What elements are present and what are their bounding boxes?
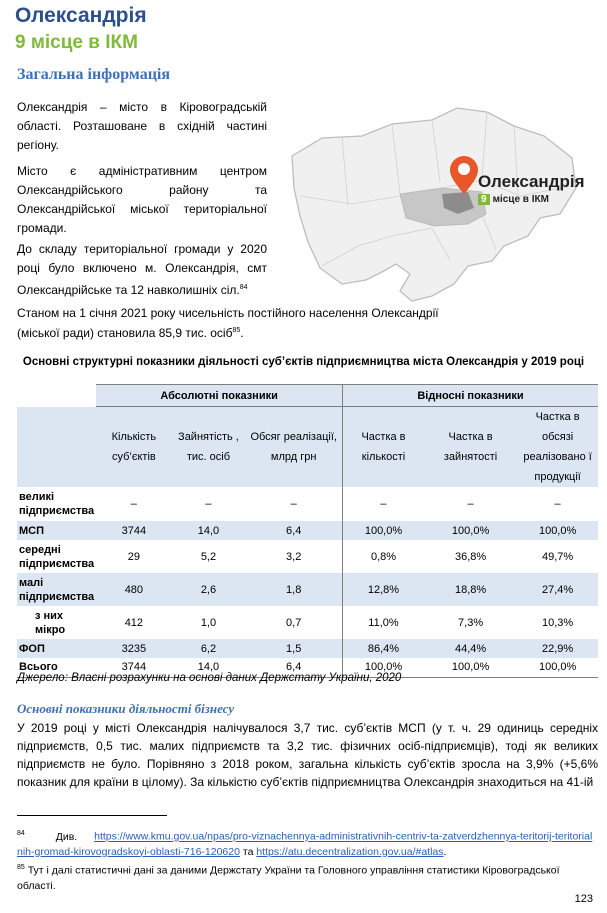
table-cell: 14,0 [172,521,246,540]
table-column-header-row [17,407,598,488]
table-cell: 0,8% [343,540,424,573]
row-label: Всього [17,658,96,677]
statistics-table [17,384,598,678]
table-row [17,540,598,573]
table-cell: – [205,498,212,510]
table-source: Джерело: Власні розрахунки на основі даних Держстату України, 2020 [17,672,402,684]
ukraine-map [282,96,585,318]
footnote-number: 85 [17,864,25,871]
table-cell: 27,4% [517,573,598,606]
table-cell: 3235 [96,639,171,658]
table-row [17,521,598,540]
table-cell: 12,8% [343,573,424,606]
footnote-ref-84[interactable]: 84 [239,284,248,291]
footnote-end: . [443,845,447,858]
table-cell: 480 [96,573,171,606]
table-row [17,639,598,658]
table-title: Основні структурні показники діяльності суб’єктів підприємництва міста Олександрія у 2019 році [22,356,585,368]
map-rank-label [478,194,549,205]
table-cell: 1,5 [245,639,342,658]
table-cell: 29 [127,550,140,563]
row-label: великі підприємства [19,491,95,517]
footnote-85 [17,860,598,894]
page-number: 123 [574,893,593,905]
table-cell: 6,2 [172,639,246,658]
table-cell: 10,3% [542,616,574,629]
column-header-share-sales: Частка в обсязі реалізовано ї продукції [517,407,598,488]
table-cell: 6,4 [245,658,342,677]
section-heading-business: Основні показники діяльності бізнесу [17,701,235,716]
footnote-divider [17,815,167,816]
corner-cell [17,385,96,407]
table-cell: 1,8 [245,573,342,606]
column-header-share-count: Частка в кількості [343,407,424,488]
table-cell: 100,0% [424,521,517,540]
footnote-text: Тут і далі статистичні дані за даними Держстату України та Головного управління статистики Кіровоградської області. [17,864,560,892]
row-label: малі підприємства [17,573,96,606]
table-cell: 3,2 [286,550,302,563]
rank-subtitle: 9 місце в ІКМ [15,32,138,53]
column-header-label [17,407,96,488]
intro-paragraph-population: Станом на 1 січня 2021 року чисельність постійного населення Олександрії (міської ради) становила 85,9 тис. осіб$^{85}$. [17,306,439,340]
table-cell: – [130,498,137,510]
table-cell: 100,0% [424,658,517,677]
column-header-share-employment: Частка в зайнятості [424,407,517,488]
table-row [17,606,598,639]
column-header-employment: Зайнятість , тис. осіб [172,407,246,488]
table-cell: 5,2 [200,550,217,563]
table-cell: 6,4 [245,521,342,540]
row-label: ФОП [17,639,96,658]
table-cell: 2,6 [172,573,246,606]
table-cell: 100,0% [517,521,598,540]
footnote-prefix: Див. [55,830,78,843]
table-cell: 18,8% [424,573,517,606]
table-cell: – [554,498,561,510]
map-svg [282,96,582,318]
footnote-84 [17,826,598,860]
table-cell: 11,0% [343,606,424,639]
column-header-count: Кількість суб’єктів [96,407,171,488]
table-cell: 0,7 [286,616,302,629]
footnote-number: 84 [17,830,25,837]
table-cell: – [467,498,474,510]
map-rank-text: місце в ІКМ [492,194,549,205]
business-paragraph: У 2019 році у місті Олександрія налічувалося 3,7 тис. суб’єктів МСП (у т. ч. 29 одиниць середніх підприємств, 0,5 тис. малих підприємств та 3,2 тис. фізичних осіб-підприємців), тоді як великих підприємств не було. Порівняно з 2018 роком, загальна кількість суб’єктів зросла на 3,9% (+5,6% показник для країни в цілому). За кількістю суб’єктів підприємництва Олександрія знаходиться на 41-ій [17,721,598,789]
footnote-link-atu[interactable]: https://atu.decentralization.gov.ua/#atlas [256,845,444,858]
intro-paragraph-location: Олександрія – місто в Кіровоградській області. Розташоване в східній частині регіону. [17,100,267,152]
table-cell: 7,3% [458,616,484,629]
table-row [17,487,598,521]
intro-paragraph-community: До складу територіальної громади у 2020 році було включено м. Олександрія, смт Олександрійське та 12 навколишніх сіл.$^{84}$ [17,242,267,297]
table-cell: 44,4% [424,639,517,658]
table-cell: 412 [124,616,144,629]
table-cell: 100,0% [517,658,598,677]
table-cell: – [343,487,424,521]
footnote-conjunction: та [242,845,254,858]
section-heading-general: Загальна інформація [17,66,171,83]
table-cell: 86,4% [343,639,424,658]
group-absolute-header: Абсолютні показники [96,385,342,407]
table-cell: 100,0% [343,521,424,540]
table-cell: 1,0 [200,616,217,629]
table-cell: – [290,498,297,510]
footnote-link-kmu[interactable]: https://www.kmu.gov.ua/npas/pro-viznachennya-administrativnih-centriv-ta-zatverdzhennya-teritorij-teritorialnih-gromad-kirovogradskoyi-oblasti-716-120620 [17,830,593,858]
table-cell: 3744 [96,521,171,540]
table-cell: 3744 [96,658,171,677]
table-cell: 14,0 [172,658,246,677]
row-label: МСП [17,521,96,540]
table-group-header-row [17,385,598,407]
table-cell: 100,0% [343,658,424,677]
intro-paragraph-admin: Місто є адміністративним центром Олександрійського району та Олександрійської міської територіальної громади. [17,164,267,235]
table-cell: 22,9% [517,639,598,658]
table-cell: 36,8% [454,550,487,563]
row-label: з них мікро [35,609,66,636]
map-city-label: Олександрія [478,172,585,191]
table-row [17,573,598,606]
page-title: Олександрія [15,4,147,27]
column-header-sales: Обсяг реалізації, млрд грн [245,407,342,488]
map-rank-badge: 9 [478,194,490,205]
footnote-ref-85[interactable]: 85 [232,327,241,334]
group-relative-header: Відносні показники [343,385,598,407]
table-cell: 49,7% [542,550,574,563]
row-label: середні підприємства [19,543,95,570]
